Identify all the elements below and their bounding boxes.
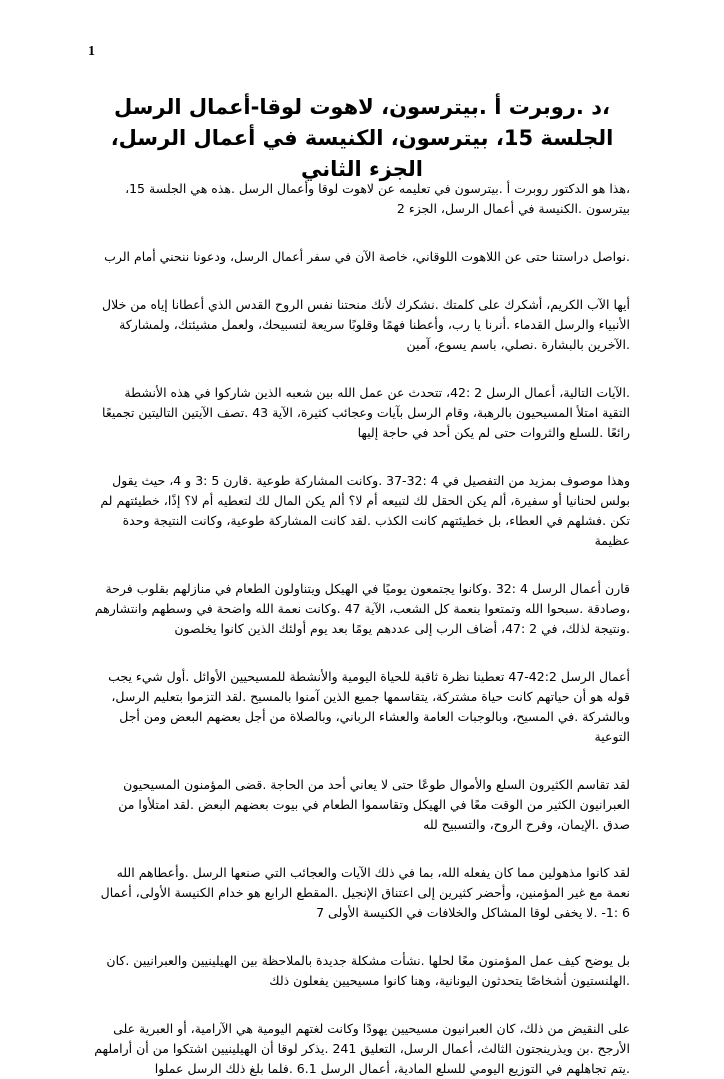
paragraph-3: أيها الآب الكريم، أشكرك على كلمتك .نشكرك لأنك منحتنا نفس الروح القدس الذي أعطانا إياه من خلال الأنبياء والرسل القدماء .أنرنا يا رب، وأعطنا فهمًا وقلوبًا سريعة لتسبيحك، ولعمل مشيئتك، ولمشاركة .الآخرين بالبشارة .نصلي، باسم يسوع، آمين xyxy=(102,297,630,352)
paragraph-9: لقد كانوا مذهولين مما كان يفعله الله، بما في ذلك الآيات والعجائب التي صنعها الرسل .وأعطاهم الله نعمة مع غير المؤمنين، وأحضر كثيرين إلى اعتناق الإنجيل .المقطع الرابع هو خدام الكنيسة الأولى، أعمال 6 :1- .لا يخفى لوقا المشاكل والخلافات في الكنيسة الأولى 7 xyxy=(100,865,630,920)
document-body xyxy=(94,179,630,1079)
paragraph-6: قارن أعمال الرسل 4 :32 .وكانوا يجتمعون يوميًا في الهيكل ويتناولون الطعام في منازلهم بقلوب فرحة ،وصادقة .سبحوا الله وتمتعوا بنعمة كل الشعب، الآية 47 .وكانت نعمة الله واضحة في وسطهم وانتشارهم .ونتيجة لذلك، في 2 :47، أضاف الرب إلى عددهم يومًا بعد يوم أولئك الذين كانوا يخلصون xyxy=(94,581,630,636)
paragraph-5: وهذا موصوف بمزيد من التفصيل في 4 :32-37 .وكانت المشاركة طوعية .قارن 5 :3 و 4، حيث يقول بولس لحنانيا أو سفيرة، ألم يكن الحقل لك لتبيعه أم لا؟ ألم يكن المال لك لتعطيه أم لا؟ إذًا، خطيئتهم لم تكن .فشلهم في العطاء، بل خطيئتهم كانت الكذب .لقد كانت المشاركة طوعية، وكانت النتيجة وحدة عظيمة xyxy=(100,473,630,548)
title-line-2: الجلسة 15، بيترسون، الكنيسة في أعمال الرسل، الجزء الثاني xyxy=(110,126,614,181)
paragraph-2: .نواصل دراستنا حتى عن اللاهوت اللوقاني، خاصة الآن في سفر أعمال الرسل، ودعونا ننحني أمام الرب xyxy=(104,249,630,264)
paragraph-11: على النقيض من ذلك، كان العبرانيون مسيحيين يهودًا وكانت لغتهم اليومية هي الآرامية، أو العبرية على الأرجح .بن ويذرينجتون الثالث، أعمال الرسل، التعليق 241 .يذكر لوقا أن الهيلينيين اشتكوا من أن أراملهم .يتم تجاهلهم في التوزيع اليومي للسلع المادية، أعمال الرسل 6.1 .فلما بلغ ذلك الرسل عملوا xyxy=(94,1021,630,1076)
paragraph-10: بل يوضح كيف عمل المؤمنون معًا لحلها .نشأت مشكلة جديدة بالملاحظة بين الهيلينيين والعبرانيين .كان .الهلنستيون أشخاصًا يتحدثون اليونانية، وهنا كانوا مسيحيين يفعلون ذلك xyxy=(106,953,630,988)
paragraph-1: ،هذا هو الدكتور روبرت أ .بيترسون في تعليمه عن لاهوت لوقا وأعمال الرسل .هذه هي الجلسة 15، بيترسون .الكنيسة في أعمال الرسل، الجزء 2 xyxy=(125,181,630,216)
paragraph-7: أعمال الرسل 42:2-47 تعطينا نظرة ثاقبة للحياة اليومية والأنشطة للمسيحيين الأوائل .أول شيء يجب قوله هو أن حياتهم كانت حياة مشتركة، يتقاسمها جميع الذين آمنوا بالمسيح .لقد التزموا بتعليم الرسل، وبالشركة .في المسيح، وبالوجبات العامة والعشاء الرباني، وبالصلاة من أجل بعضهم البعض ومن أجل التوعية xyxy=(108,669,630,744)
paragraph-4: .الآيات التالية، أعمال الرسل 2 :42، تتحدث عن عمل الله بين شعبه الذين شاركوا في هذه الأنشطة التقية امتلأ المسيحيون بالرهبة، وقام الرسل بآيات وعجائب كثيرة، الآية 43 .تصف الآيتين التاليتين تجميعًا رائعًا .للسلع والثروات حتى لم يكن أحد في حاجة إليها xyxy=(102,385,630,440)
document-title xyxy=(88,92,636,185)
paragraph-8: لقد تقاسم الكثيرون السلع والأموال طوعًا حتى لا يعاني أحد من الحاجة .قضى المؤمنون المسيحيون العبرانيون الكثير من الوقت معًا في الهيكل وتقاسموا الطعام في بيوت بعضهم البعض .لقد امتلأوا من صدق .الإيمان، وفرح الروح، والتسبيح لله xyxy=(118,777,630,832)
title-line-1: ،د .روبرت أ .بيترسون، لاهوت لوقا-أعمال الرسل xyxy=(114,95,610,119)
page-number: 1 xyxy=(88,44,95,59)
